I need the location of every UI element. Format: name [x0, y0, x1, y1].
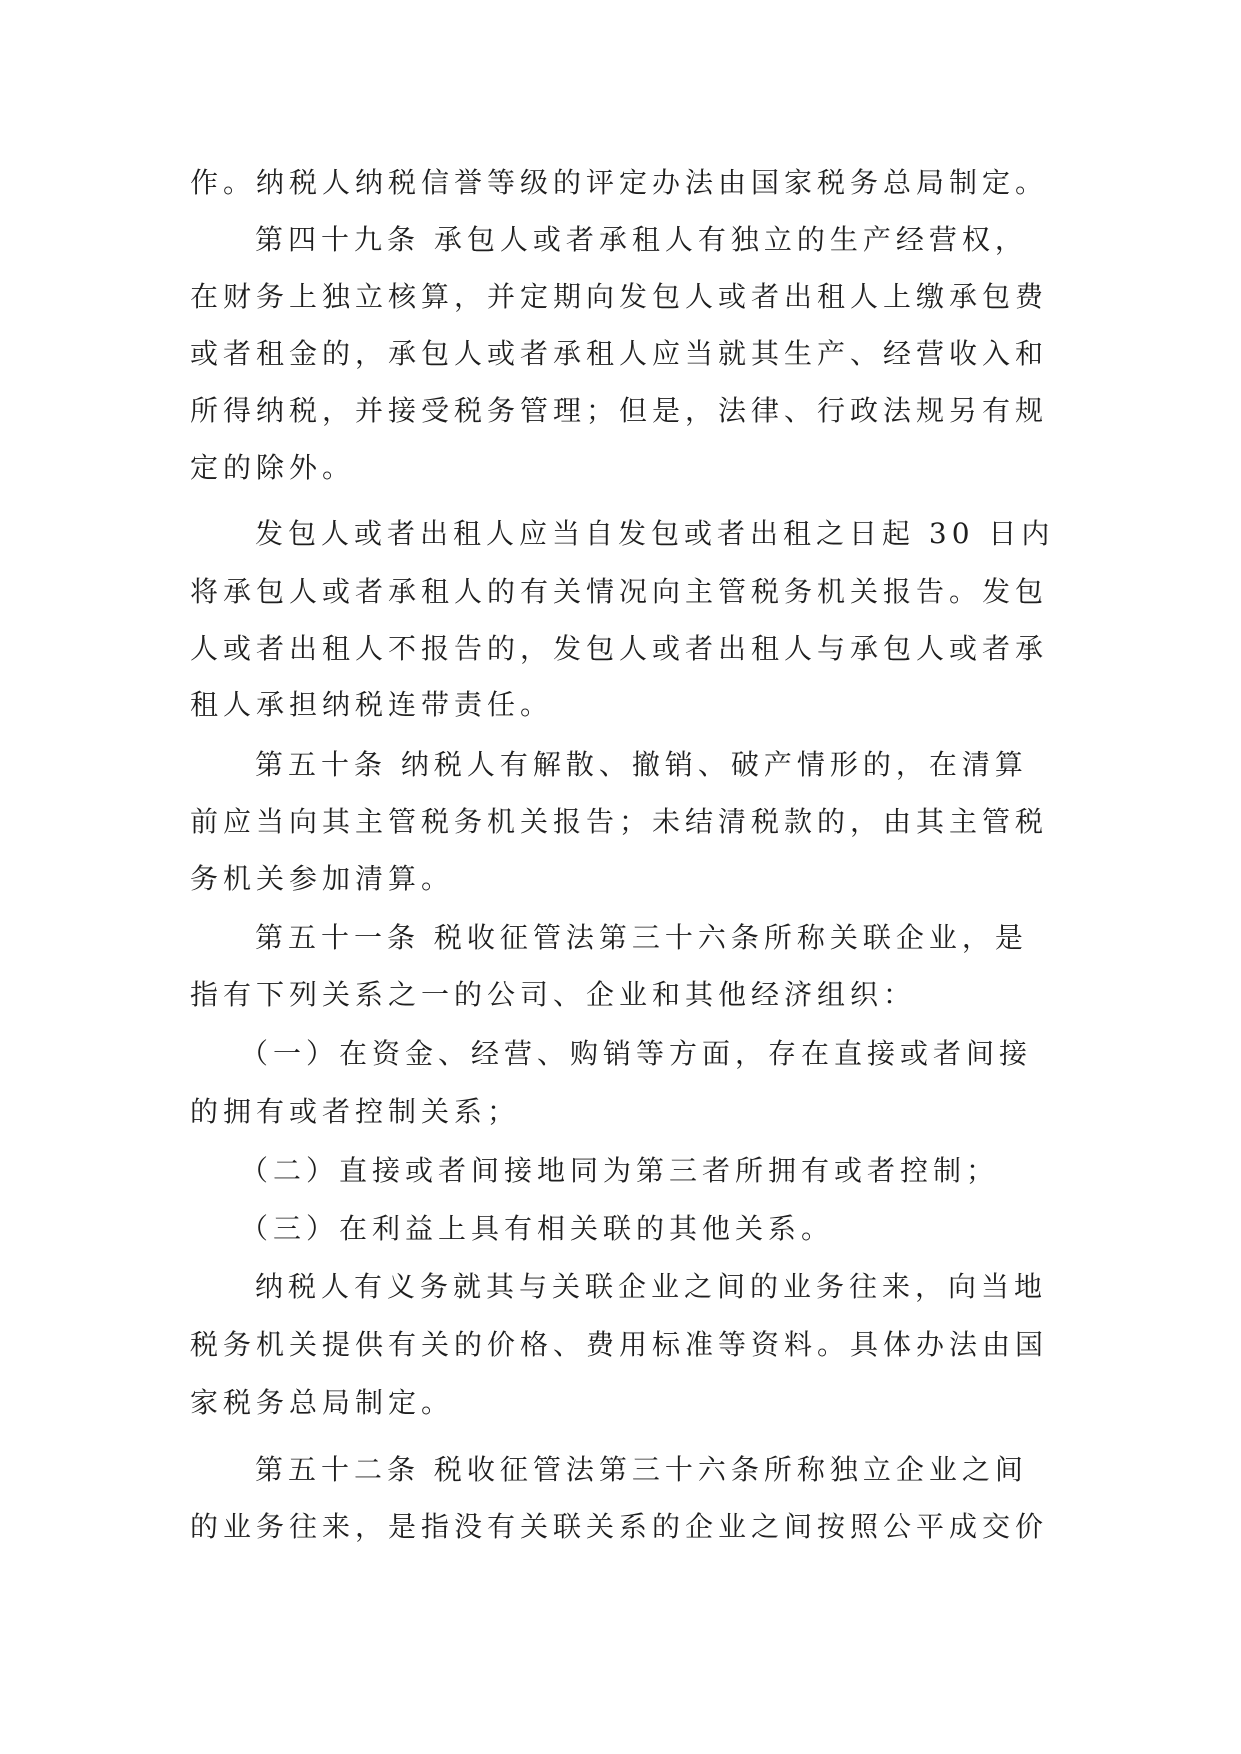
text-line: 将承包人或者承租人的有关情况向主管税务机关报告。发包 — [190, 575, 1049, 608]
text-line: 在财务上独立核算，并定期向发包人或者出租人上缴承包费 — [190, 280, 1049, 313]
text-line: 指有下列关系之一的公司、企业和其他经济组织： — [190, 978, 917, 1011]
paragraph-start-line: 发包人或者出租人应当自发包或者出租之日起 30 日内 — [255, 517, 1055, 550]
list-item-line: （三）在利益上具有相关联的其他关系。 — [240, 1212, 835, 1245]
text-line: 人或者出租人不报告的，发包人或者出租人与承包人或者承 — [190, 632, 1049, 665]
paragraph-start-line: 纳税人有义务就其与关联企业之间的业务往来，向当地 — [255, 1270, 1048, 1303]
article-49-heading-line: 第四十九条 承包人或者承租人有独立的生产经营权， — [255, 223, 1028, 256]
text-line: 的拥有或者控制关系； — [190, 1095, 521, 1128]
text-line: 或者租金的，承包人或者承租人应当就其生产、经营收入和 — [190, 337, 1049, 370]
list-item-line: （一）在资金、经营、购销等方面，存在直接或者间接 — [240, 1037, 1033, 1070]
article-51-heading-line: 第五十一条 税收征管法第三十六条所称关联企业，是 — [255, 921, 1028, 954]
list-item-line: （二）直接或者间接地同为第三者所拥有或者控制； — [240, 1154, 1000, 1187]
text-line: 所得纳税，并接受税务管理；但是，法律、行政法规另有规 — [190, 394, 1049, 427]
article-50-heading-line: 第五十条 纳税人有解散、撤销、破产情形的，在清算 — [255, 748, 1028, 781]
article-52-heading-line: 第五十二条 税收征管法第三十六条所称独立企业之间 — [255, 1453, 1028, 1486]
text-line: 税务机关提供有关的价格、费用标准等资料。具体办法由国 — [190, 1328, 1049, 1361]
text-line: 定的除外。 — [190, 451, 356, 484]
text-line: 前应当向其主管税务机关报告；未结清税款的，由其主管税 — [190, 805, 1049, 838]
text-line: 的业务往来，是指没有关联关系的企业之间按照公平成交价 — [190, 1510, 1049, 1543]
text-line: 作。纳税人纳税信誉等级的评定办法由国家税务总局制定。 — [190, 166, 1049, 199]
text-line: 务机关参加清算。 — [190, 862, 455, 895]
text-line: 家税务总局制定。 — [190, 1386, 455, 1419]
text-line: 租人承担纳税连带责任。 — [190, 688, 554, 721]
